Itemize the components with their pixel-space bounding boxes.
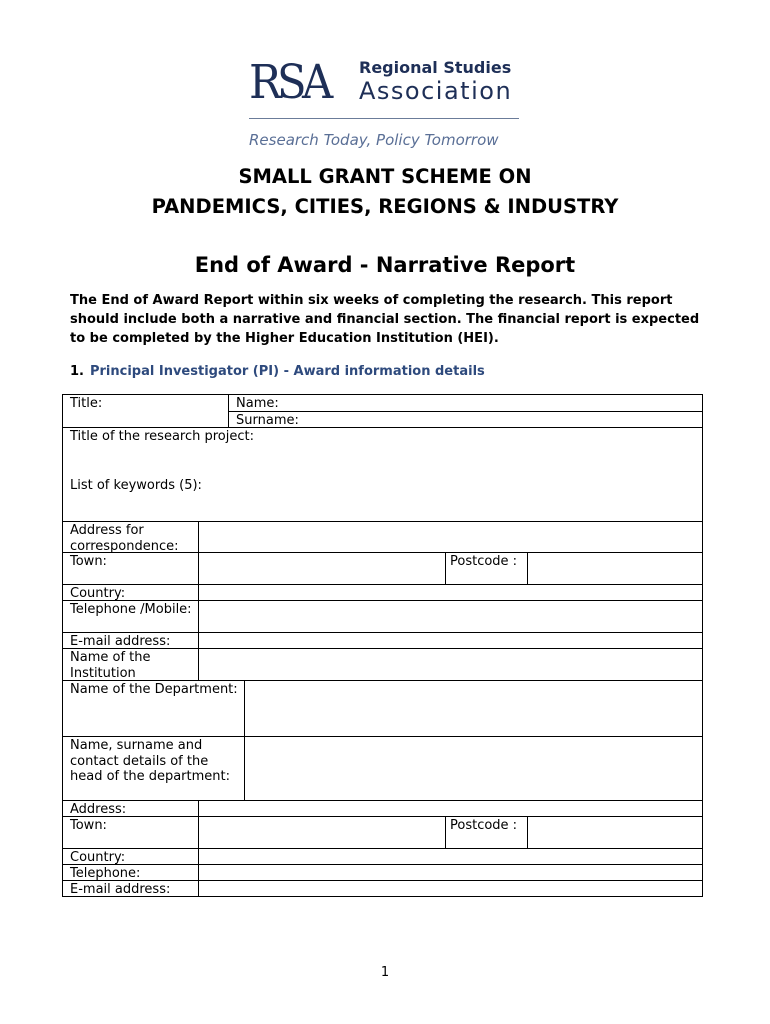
- telephone-mobile-label: Telephone /Mobile:: [70, 602, 192, 617]
- town-2-input[interactable]: [198, 816, 446, 849]
- address-correspondence-label: Address for correspondence:: [70, 523, 179, 553]
- telephone-label-cell: [62, 864, 199, 881]
- email-input[interactable]: [198, 632, 703, 649]
- logo-name-line1: Regional Studies: [359, 58, 512, 77]
- logo-divider: [249, 118, 519, 119]
- email-label-cell: [62, 632, 199, 649]
- name-field[interactable]: [228, 394, 703, 412]
- country-2-input[interactable]: [198, 848, 703, 865]
- country-label-cell: [62, 584, 199, 601]
- title-field[interactable]: [62, 394, 229, 428]
- telephone-mobile-label-cell: [62, 600, 199, 633]
- document-subtitle: End of Award - Narrative Report: [194, 253, 576, 277]
- project-title-label: Title of the research project:: [70, 429, 254, 444]
- surname-label: Surname:: [236, 413, 299, 428]
- address-correspondence-label-cell: [62, 521, 199, 553]
- address-input[interactable]: [198, 800, 703, 817]
- section-title: Principal Investigator (PI) - Award information details: [89, 364, 485, 379]
- town-2-label-cell: [62, 816, 199, 849]
- page-number: 1: [380, 965, 390, 980]
- head-of-department-label-cell: [62, 736, 245, 801]
- intro-paragraph: The End of Award Report within six weeks of completing the research. This report should include both a narrative and financial section. The financial report is expected to be completed by the Higher Education Institution (HEI).: [70, 293, 700, 346]
- country-input[interactable]: [198, 584, 703, 601]
- address-label: Address:: [70, 802, 127, 817]
- name-label: Name:: [236, 396, 279, 411]
- postcode-2-label: Postcode :: [450, 818, 518, 833]
- email-2-label-cell: [62, 880, 199, 897]
- document-title-line2: PANDEMICS, CITIES, REGIONS & INDUSTRY: [151, 195, 619, 218]
- institution-label: Name of the Institution: [70, 650, 151, 681]
- logo-tagline: Research Today, Policy Tomorrow: [249, 131, 499, 149]
- email-label: E-mail address:: [70, 634, 171, 649]
- telephone-mobile-input[interactable]: [198, 600, 703, 633]
- section-heading: [70, 362, 485, 382]
- logo-mark: RSA: [249, 55, 329, 110]
- postcode-label-cell: [445, 552, 528, 585]
- postcode-2-label-cell: [445, 816, 528, 849]
- email-2-input[interactable]: [198, 880, 703, 897]
- title-label: Title:: [70, 396, 103, 411]
- postcode-2-input[interactable]: [527, 816, 703, 849]
- rsa-logo: [249, 56, 529, 156]
- address-label-cell: [62, 800, 199, 817]
- keywords-label: List of keywords (5):: [70, 477, 202, 493]
- department-input[interactable]: [244, 680, 703, 737]
- institution-label-cell: [62, 648, 199, 681]
- logo-name-line2: Association: [359, 77, 513, 105]
- telephone-input[interactable]: [198, 864, 703, 881]
- head-of-department-label: Name, surname and contact details of the head of the department:: [70, 738, 231, 784]
- section-number: 1.: [70, 364, 84, 379]
- town-label: Town:: [70, 554, 107, 569]
- town-2-label: Town:: [70, 818, 107, 833]
- department-label: Name of the Department:: [70, 682, 238, 697]
- institution-input[interactable]: [198, 648, 703, 681]
- country-2-label: Country:: [70, 850, 126, 865]
- department-label-cell: [62, 680, 245, 737]
- telephone-label: Telephone:: [70, 866, 141, 881]
- country-2-label-cell: [62, 848, 199, 865]
- town-label-cell: [62, 552, 199, 585]
- address-correspondence-input[interactable]: [198, 521, 703, 553]
- document-title-line1: SMALL GRANT SCHEME ON: [238, 165, 532, 188]
- project-title-field[interactable]: [62, 427, 703, 522]
- postcode-label: Postcode :: [450, 554, 518, 569]
- surname-field[interactable]: [228, 411, 703, 428]
- head-of-department-input[interactable]: [244, 736, 703, 801]
- email-2-label: E-mail address:: [70, 882, 171, 897]
- town-input[interactable]: [198, 552, 446, 585]
- postcode-input[interactable]: [527, 552, 703, 585]
- country-label: Country:: [70, 586, 126, 601]
- award-details-form: [62, 394, 703, 897]
